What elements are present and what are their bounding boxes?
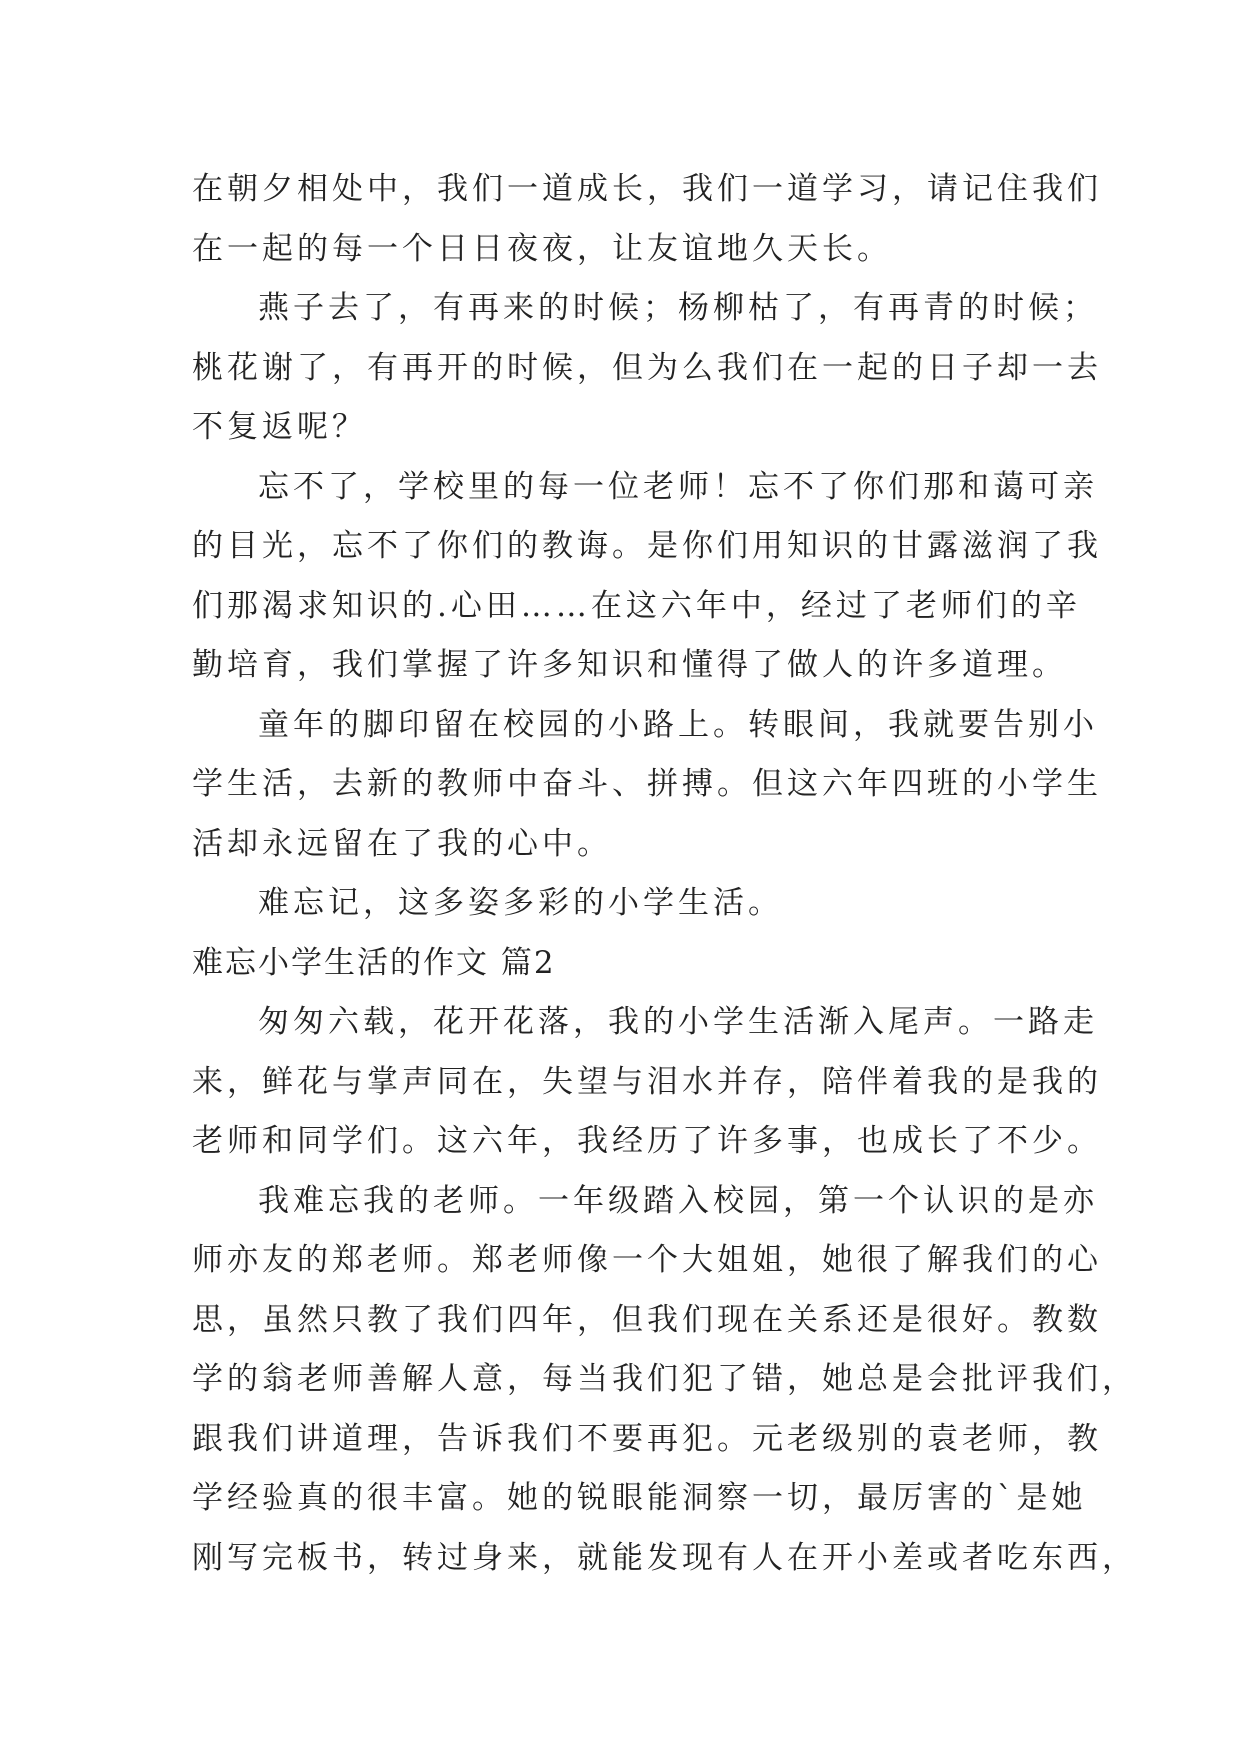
- paragraph: [192, 1172, 1137, 1589]
- paragraph: [192, 874, 1072, 934]
- heading-text: 难忘小学生活的作文 篇2: [192, 944, 556, 981]
- text-line: 不复返呢？: [192, 409, 367, 445]
- text-line: 难忘记，这多姿多彩的小学生活。: [258, 885, 783, 921]
- paragraph: [192, 993, 1102, 1172]
- text-line: 们那渴求知识的.心田……在这六年中，经过了老师们的辛: [192, 587, 1081, 624]
- text-line: 跟我们讲道理，告诉我们不要再犯。元老级别的袁老师，教: [192, 1420, 1102, 1457]
- paragraph: [192, 458, 1102, 696]
- paragraph: [192, 160, 1102, 279]
- text-line: 的目光，忘不了你们的教诲。是你们用知识的甘露滋润了我: [192, 528, 1102, 564]
- text-line: 学的翁老师善解人意，每当我们犯了错，她总是会批评我们，: [192, 1361, 1137, 1397]
- document-body: [192, 160, 1137, 1588]
- text-line: 勤培育，我们掌握了许多知识和懂得了做人的许多道理。: [192, 647, 1067, 683]
- text-line: 师亦友的郑老师。郑老师像一个大姐姐，她很了解我们的心: [192, 1242, 1102, 1278]
- text-line: 思，虽然只教了我们四年，但我们现在关系还是很好。教数: [192, 1301, 1102, 1338]
- text-line: 刚写完板书，转过身来，就能发现有人在开小差或者吃东西，: [192, 1539, 1137, 1576]
- text-line: 忘不了，学校里的每一位老师！忘不了你们那和蔼可亲: [258, 468, 1098, 505]
- section-heading: [192, 934, 1072, 994]
- text-line: 在朝夕相处中，我们一道成长，我们一道学习，请记住我们: [192, 171, 1102, 207]
- text-line: 老师和同学们。这六年，我经历了许多事，也成长了不少。: [192, 1123, 1102, 1159]
- text-line: 童年的脚印留在校园的小路上。转眼间，我就要告别小: [258, 706, 1098, 743]
- text-line: 学生活，去新的教师中奋斗、拼搏。但这六年四班的小学生: [192, 766, 1102, 802]
- text-line: 匆匆六载，花开花落，我的小学生活渐入尾声。一路走: [258, 1004, 1098, 1040]
- text-line: 来，鲜花与掌声同在，失望与泪水并存，陪伴着我的是我的: [192, 1063, 1102, 1100]
- text-line: 活却永远留在了我的心中。: [192, 825, 612, 862]
- text-line: 桃花谢了，有再开的时候，但为么我们在一起的日子却一去: [192, 349, 1102, 386]
- text-line: 学经验真的很丰富。她的锐眼能洞察一切，最厉害的`是她: [192, 1480, 1087, 1516]
- paragraph: [192, 696, 1102, 875]
- text-line: 我难忘我的老师。一年级踏入校园，第一个认识的是亦: [258, 1182, 1098, 1219]
- text-line: 燕子去了，有再来的时候；杨柳枯了，有再青的时候；: [258, 290, 1098, 326]
- paragraph: [192, 279, 1102, 458]
- text-line: 在一起的每一个日日夜夜，让友谊地久天长。: [192, 230, 892, 267]
